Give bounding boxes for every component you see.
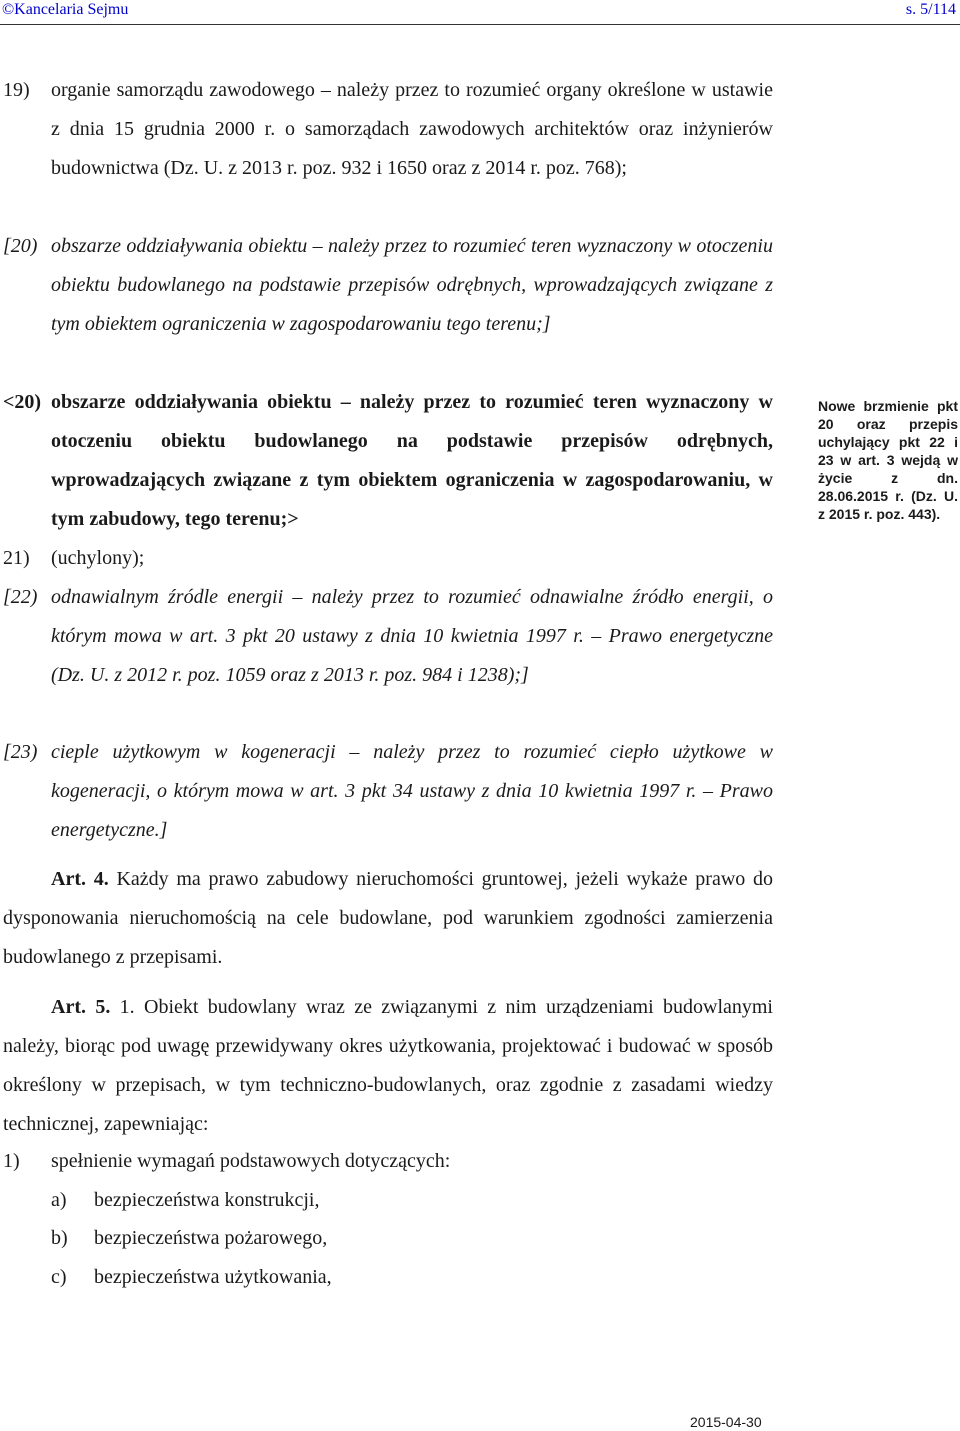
item-number: [22) [3, 586, 38, 608]
margin-note: Nowe brzmienie pkt 20 oraz przepis uchylający pkt 22 i 23 w art. 3 wejdą w życie z dn. 28.06.2015 r. (Dz. U. z 2015 r. poz. 443). [818, 398, 958, 522]
page-number: s. 5/114 [905, 1, 956, 18]
item-text: bezpieczeństwa konstrukcji, [94, 1189, 320, 1211]
item-text: (uchylony); [51, 547, 145, 569]
article-ust: 1. [119, 996, 135, 1018]
item-text: cieple użytkowym w kogeneracji – należy przez to rozumieć ciepło użytkowe w kogeneracji, o którym mowa w art. 3 pkt 34 ustawy z dnia 10 kwietnia 1997 r. – Prawo energetyczne.] [51, 741, 773, 841]
item-number: 1) [3, 1150, 20, 1172]
item-number: 19) [3, 79, 30, 101]
item-text: odnawialnym źródle energii – należy przez to rozumieć odnawialne źródło energii, o którym mowa w art. 3 pkt 20 ustawy z dnia 10 kwietnia 1997 r. – Prawo energetyczne (Dz. U. z 2012 r. poz. 1059 oraz z 2013 r. poz. 984 i 1238);] [51, 586, 773, 686]
list-item-21 [3, 539, 773, 578]
item-text: bezpieczeństwa pożarowego, [94, 1227, 328, 1249]
source-label: ©Kancelaria Sejmu [2, 1, 129, 18]
item-letter: b) [51, 1227, 68, 1249]
article-text: Każdy ma prawo zabudowy nieruchomości gruntowej, jeżeli wykaże prawo do dysponowania nieruchomością na cele budowlane, pod warunkiem zgodności zamierzenia budowlanego z przepisami. [3, 868, 774, 968]
item-number: 21) [3, 547, 30, 569]
article-label: Art. 5. [51, 996, 111, 1018]
item-text: obszarze oddziaływania obiektu – należy przez to rozumieć teren wyznaczony w otoczeniu obiektu budowlanego na podstawie przepisów odrębnych, wprowadzających związane z tym obiektem ograniczenia w zagospodarowaniu, w tym zabudowy, tego terenu;> [51, 391, 773, 530]
item-number: [20) [3, 235, 38, 257]
article-text: Obiekt budowlany wraz ze związanymi z nim urządzeniami budowlanymi należy, biorąc pod uwagę przewidywany okres użytkowania, projektować i budować w sposób określony w przepisach, w tym techniczno-budowlanych, oraz zgodnie z zasadami wiedzy technicznej, zapewniając: [3, 996, 773, 1135]
letter-item-c [51, 1258, 651, 1297]
letter-item-a [51, 1181, 651, 1220]
list-item-20-old [3, 227, 773, 344]
list-item-20-new [3, 383, 773, 539]
article-5 [3, 988, 773, 1144]
item-text: spełnienie wymagań podstawowych dotyczących: [51, 1150, 451, 1172]
page-header [0, 0, 960, 25]
article-label: Art. 4. [51, 868, 109, 890]
item-letter: a) [51, 1189, 67, 1211]
item-text: organie samorządu zawodowego – należy przez to rozumieć organy określone w ustawie z dnia 15 grudnia 2000 r. o samorządach zawodowych architektów oraz inżynierów budownictwa (Dz. U. z 2013 r. poz. 932 i 1650 oraz z 2014 r. poz. 768); [51, 79, 773, 179]
item-number: [23) [3, 741, 38, 763]
item-text: obszarze oddziaływania obiektu – należy przez to rozumieć teren wyznaczony w otoczeniu obiektu budowlanego na podstawie przepisów odrębnych, wprowadzających związane z tym obiektem ograniczenia w zagospodarowaniu tego terenu;] [51, 235, 773, 335]
article-4 [3, 860, 773, 977]
item-letter: c) [51, 1266, 67, 1288]
list-item-22 [3, 578, 773, 695]
footer-date: 2015-04-30 [690, 1414, 762, 1430]
item-number: <20) [3, 391, 42, 413]
item-text: bezpieczeństwa użytkowania, [94, 1266, 332, 1288]
letter-item-b [51, 1219, 651, 1258]
art5-point-1 [3, 1142, 773, 1181]
list-item-19 [3, 71, 773, 188]
list-item-23 [3, 733, 773, 850]
